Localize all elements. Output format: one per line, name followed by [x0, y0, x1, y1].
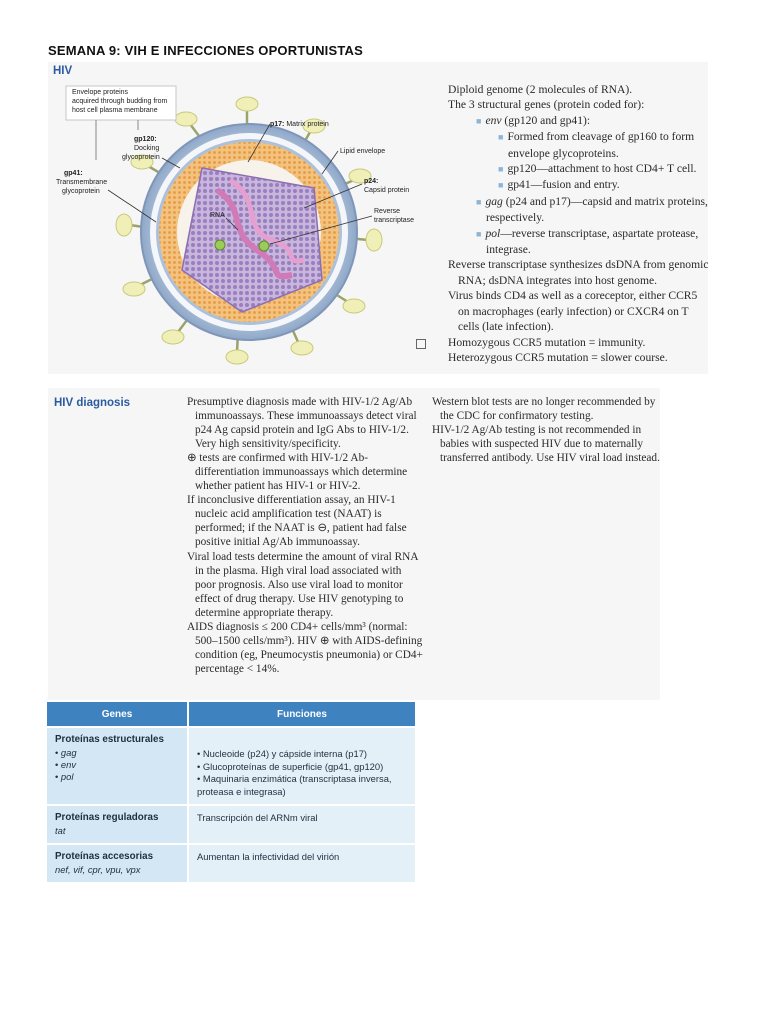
- gp120-label-line-2: Docking: [134, 145, 160, 152]
- gene-name-text: tat: [55, 825, 66, 837]
- p24-label-title: p24:: [364, 178, 379, 185]
- hiv-fact: [448, 257, 710, 288]
- rt-label-line-2: transcriptase: [374, 217, 415, 224]
- gene-name-text: pol: [60, 771, 74, 782]
- envelope-line-2: acquired through budding from: [72, 98, 168, 105]
- hiv-virion-diagram: [52, 80, 424, 380]
- diagnosis-paragraph: Western blot tests are no longer recommended by the CDC for confirmatory testing.: [432, 396, 656, 423]
- functions-header: Funciones: [188, 702, 415, 727]
- hiv-fact: [448, 82, 710, 97]
- rna-label: RNA: [210, 212, 225, 219]
- hiv-fact: [448, 288, 710, 334]
- genes-table-row: [47, 727, 415, 805]
- hiv-fact: [448, 97, 710, 112]
- gp41-label-line-3: glycoprotein: [62, 188, 100, 195]
- genes-table: [47, 702, 415, 882]
- gene-cell: [47, 727, 188, 805]
- diagnosis-column-2: [432, 395, 662, 465]
- hiv-fact-text: (p24 and p17)—capsid and matrix proteins, respectively.: [486, 194, 708, 225]
- genes-table-header-row: [47, 702, 415, 727]
- figure-reference-icon: [416, 339, 426, 349]
- p17-label: p17: Matrix protein: [270, 121, 329, 128]
- bullet-icon: •: [55, 771, 61, 782]
- lipid-envelope-label: Lipid envelope: [340, 148, 386, 155]
- genes-table-row: [47, 805, 415, 844]
- diagnosis-section-label: HIV diagnosis: [54, 397, 131, 409]
- gene-name-text: gag: [60, 747, 77, 758]
- hiv-fact-text: gp41—fusion and entry.: [507, 178, 620, 192]
- diagnosis-column-1: [187, 395, 423, 676]
- hiv-fact-text: gp120—attachment to host CD4+ T cell.: [507, 162, 697, 176]
- reverse-transcriptase-2: [259, 241, 269, 251]
- envelope-line-3: host cell plasma membrane: [72, 107, 158, 114]
- page-title: SEMANA 9: VIH E INFECCIONES OPORTUNISTAS: [48, 43, 363, 58]
- rt-label-line-1: Reverse: [374, 208, 401, 215]
- hiv-facts-list: [448, 82, 710, 365]
- gene-name-text: env: [60, 759, 77, 770]
- hiv-fact-text: Homozygous CCR5 mutation = immunity.: [448, 335, 646, 349]
- hiv-fact-text: Formed from cleavage of gp160 to form envelope glycoproteins.: [507, 130, 695, 160]
- gp120-label-title: gp120:: [134, 136, 157, 143]
- function-cell: [188, 727, 415, 805]
- genes-table-row: [47, 844, 415, 882]
- bullet-icon: •: [55, 759, 61, 770]
- gene-cell: [47, 805, 188, 844]
- function-item: • Glucoproteínas de superficie (gp41, gp120): [197, 761, 407, 774]
- hiv-fact-text: —reverse transcriptase, aspartate protease, integrase.: [486, 226, 699, 257]
- gene-name: [55, 747, 179, 759]
- gene-term: gag: [485, 194, 503, 208]
- hiv-fact: [448, 113, 710, 129]
- protein-category: Proteínas estructurales: [55, 734, 164, 745]
- diagnosis-paragraph: ⊕ tests are confirmed with HIV-1/2 Ab-differentiation immunoassays which determine whether patient has HIV-1 or HIV-2.: [187, 452, 408, 493]
- diagnosis-paragraph: AIDS diagnosis ≤ 200 CD4+ cells/mm³ (normal: 500–1500 cells/mm³). HIV ⊕ with AIDS-defining condition (eg, Pneumocystis pneumonia) or CD4+ percentage < 14%.: [187, 620, 423, 675]
- diagnosis-paragraph: Viral load tests determine the amount of viral RNA in the plasma. High viral load associated with poor prognosis. Also use viral load to monitor effect of drug therapy. Use HIV genotyping to determine appropriate therapy.: [187, 550, 418, 619]
- function-cell: [188, 805, 415, 844]
- hiv-fact-text: Virus binds CD4 as well as a coreceptor, either CCR5 on macrophages (early infection) or CXCR4 on T cells (late infection).: [448, 289, 698, 334]
- protein-category: Proteínas reguladoras: [55, 812, 159, 824]
- bullet-icon: ■: [498, 164, 504, 175]
- function-item: Aumentan la infectividad del virión: [197, 851, 340, 863]
- genes-header: Genes: [47, 702, 188, 727]
- hiv-fact-text: (gp120 and gp41):: [501, 113, 591, 127]
- gene-name: [55, 759, 179, 771]
- hiv-fact: [448, 177, 710, 193]
- hiv-fact: [448, 161, 710, 177]
- gene-cell: [47, 844, 188, 882]
- gene-name: [55, 825, 179, 837]
- diagnosis-paragraph: If inconclusive differentiation assay, an HIV-1 nucleic acid amplification test (NAAT) is performed; if the NAAT is ⊖, patient had false positive initial Ag/Ab immunoassay.: [187, 494, 407, 549]
- bullet-icon: ■: [476, 115, 482, 126]
- protein-category: Proteínas accesorias: [55, 851, 154, 863]
- hiv-fact: [448, 194, 710, 226]
- hiv-fact-text: Reverse transcriptase synthesizes dsDNA from genomic RNA; dsDNA integrates into host genome.: [448, 258, 709, 287]
- p24-label-line-2: Capsid protein: [364, 187, 410, 194]
- hiv-fact: [448, 129, 710, 161]
- hiv-fact: [448, 226, 710, 258]
- diagnosis-paragraph: Presumptive diagnosis made with HIV-1/2 Ag/Ab immunoassays. These immunoassays detect viral p24 Ag capsid protein and IgG Abs to HIV-1/2. Very high sensitivity/specificity.: [187, 396, 417, 451]
- function-item: Transcripción del ARNm viral: [197, 812, 318, 824]
- gene-name: [55, 864, 179, 876]
- envelope-line-1: Envelope proteins: [72, 89, 129, 96]
- hiv-fact-text: The 3 structural genes (protein coded for):: [448, 98, 645, 112]
- bullet-icon: ■: [498, 132, 504, 143]
- bullet-icon: ■: [476, 228, 482, 239]
- bullet-icon: ■: [476, 196, 482, 207]
- bullet-icon: ■: [498, 180, 504, 191]
- function-item: • Maquinaria enzimática (transcriptasa inversa, proteasa e integrasa): [197, 773, 407, 798]
- diagnosis-paragraph: HIV-1/2 Ag/Ab testing is not recommended in babies with suspected HIV due to maternally transferred antibody. Use HIV viral load instead.: [432, 424, 660, 465]
- bullet-icon: •: [55, 747, 61, 758]
- hiv-fact-text: Diploid genome (2 molecules of RNA).: [448, 83, 633, 96]
- gp41-label-title: gp41:: [64, 170, 83, 177]
- gene-name-text: nef, vif, cpr, vpu, vpx: [55, 864, 141, 876]
- function-cell: [188, 844, 415, 882]
- hiv-virion-illustration: [52, 80, 424, 380]
- gene-term: env: [485, 113, 502, 127]
- gene-name: [55, 771, 179, 783]
- gp41-label-line-2: Transmembrane: [56, 179, 108, 186]
- hiv-section-label: HIV: [53, 65, 73, 77]
- hiv-fact-text: Heterozygous CCR5 mutation = slower course.: [448, 350, 668, 364]
- gene-term: pol: [485, 226, 501, 240]
- hiv-fact: [448, 350, 710, 365]
- function-item: • Nucleoide (p24) y cápside interna (p17): [197, 748, 407, 761]
- reverse-transcriptase-1: [215, 240, 225, 250]
- gp120-label-line-3: glycoprotein: [122, 154, 160, 161]
- hiv-fact: [448, 335, 710, 350]
